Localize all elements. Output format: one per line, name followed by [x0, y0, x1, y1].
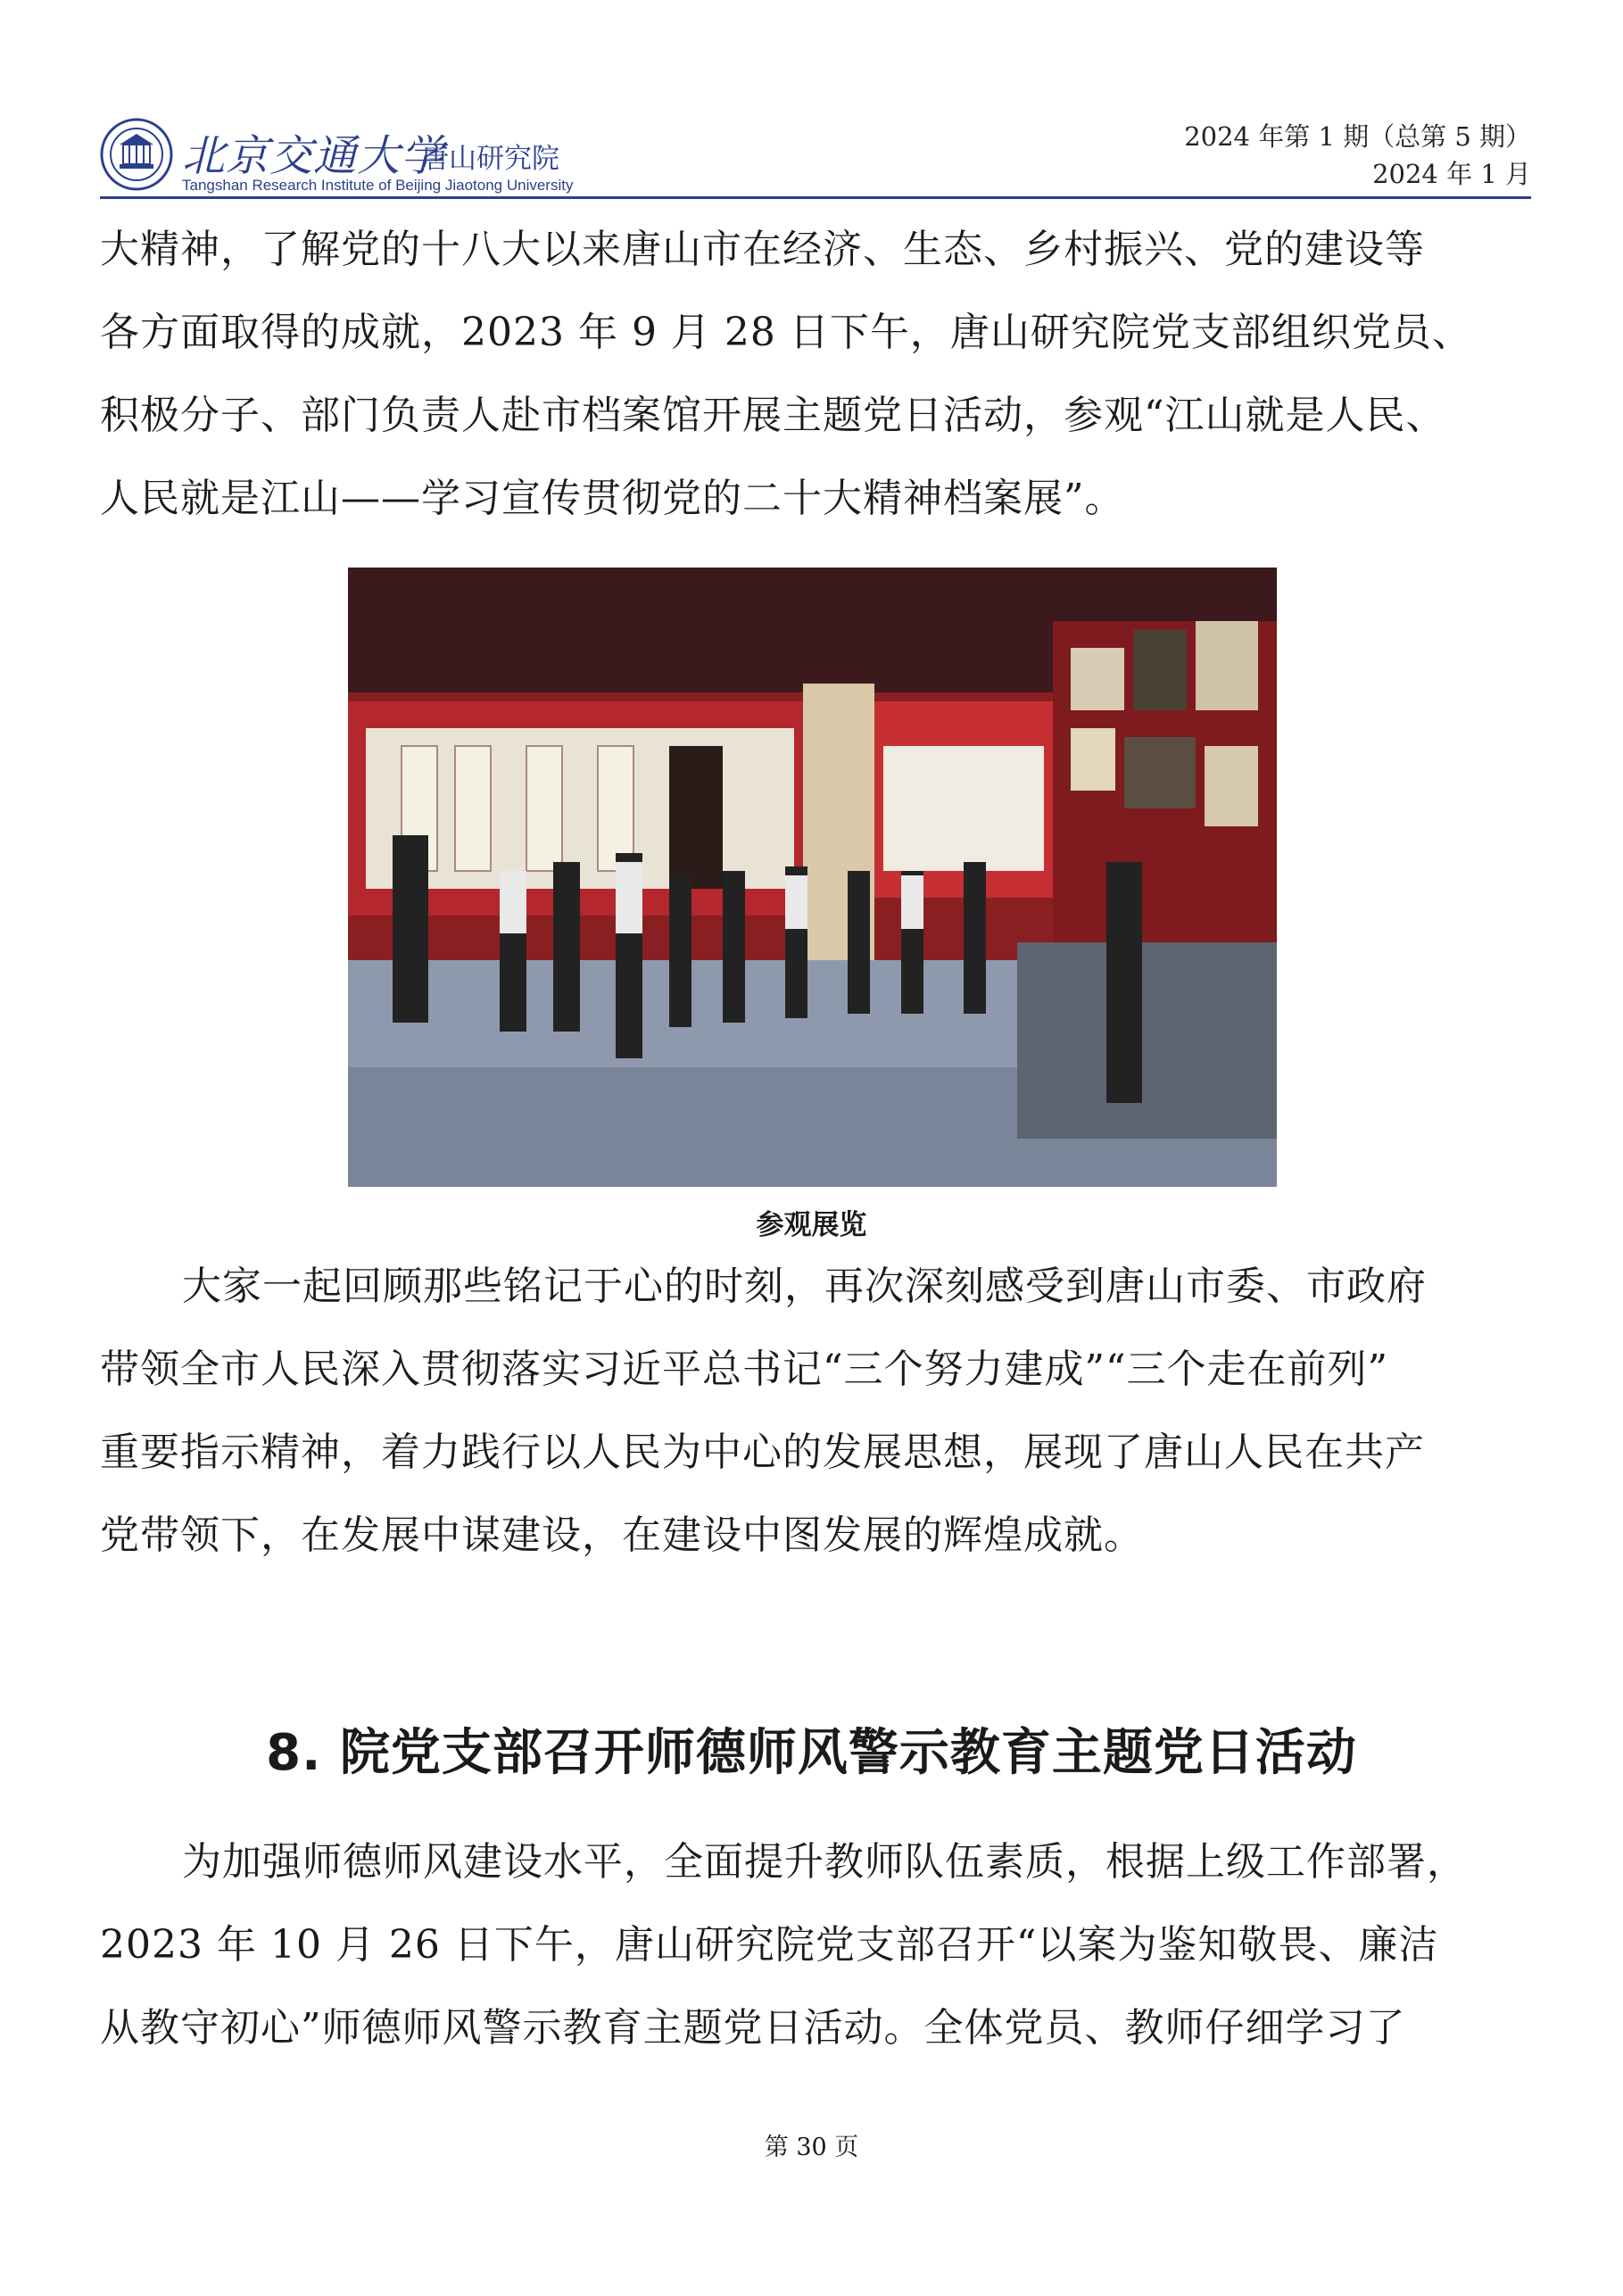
text-line: 重要指示精神，着力践行以人民为中心的发展思想，展现了唐山人民在共产 — [100, 1430, 1425, 1475]
text-line: 各方面取得的成就，2023 年 9 月 28 日下午，唐山研究院党支部组织党员、 — [100, 310, 1472, 355]
paragraph-3 — [100, 1820, 1531, 2069]
page-number: 第 30 页 — [764, 2134, 859, 2161]
issue-info — [1184, 118, 1531, 193]
text-line: 从教守初心”师德师风警示教育主题党日活动。全体党员、教师仔细学习了 — [100, 2005, 1406, 2051]
text-line: 大精神，了解党的十八大以来唐山市在经济、生态、乡村振兴、党的建设等 — [100, 227, 1425, 272]
university-seal-icon — [100, 118, 173, 191]
text-line: 带领全市人民深入贯彻落实习近平总书记“三个努力建成”“三个走在前列” — [100, 1347, 1388, 1392]
text-line: 为加强师德师风建设水平，全面提升教师队伍素质，根据上级工作部署， — [182, 1839, 1467, 1885]
page-header — [100, 112, 1531, 202]
brand-institute: 唐山研究院 — [421, 143, 559, 175]
text-line: 2023 年 10 月 26 日下午，唐山研究院党支部召开“以案为鉴知敬畏、廉洁 — [100, 1922, 1439, 1968]
text-line: 人民就是江山——学习宣传贯彻党的二十大精神档案展”。 — [100, 476, 1125, 521]
brand-name-cn: 北京交通大学 — [182, 131, 445, 181]
text-line: 大家一起回顾那些铭记于心的时刻，再次深刻感受到唐山市委、市政府 — [182, 1264, 1427, 1309]
text-line: 党带领下，在发展中谋建设，在建设中图发展的辉煌成就。 — [100, 1513, 1144, 1558]
figure-caption: 参观展览 — [756, 1209, 867, 1241]
issue-date: 2024 年 1 月 — [1372, 159, 1531, 189]
exhibition-visit-photo — [348, 568, 1277, 1187]
header-divider — [100, 196, 1531, 199]
paragraph-1 — [100, 208, 1531, 540]
paragraph-2 — [100, 1245, 1531, 1577]
issue-number: 2024 年第 1 期（总第 5 期） — [1184, 121, 1531, 152]
section-heading: 8. 院党支部召开师德师风警示教育主题党日活动 — [266, 1724, 1357, 1782]
text-line: 积极分子、部门负责人赴市档案馆开展主题党日活动，参观“江山就是人民、 — [100, 393, 1446, 438]
brand-name-en: Tangshan Research Institute of Beijing Jiaotong University — [182, 177, 574, 194]
